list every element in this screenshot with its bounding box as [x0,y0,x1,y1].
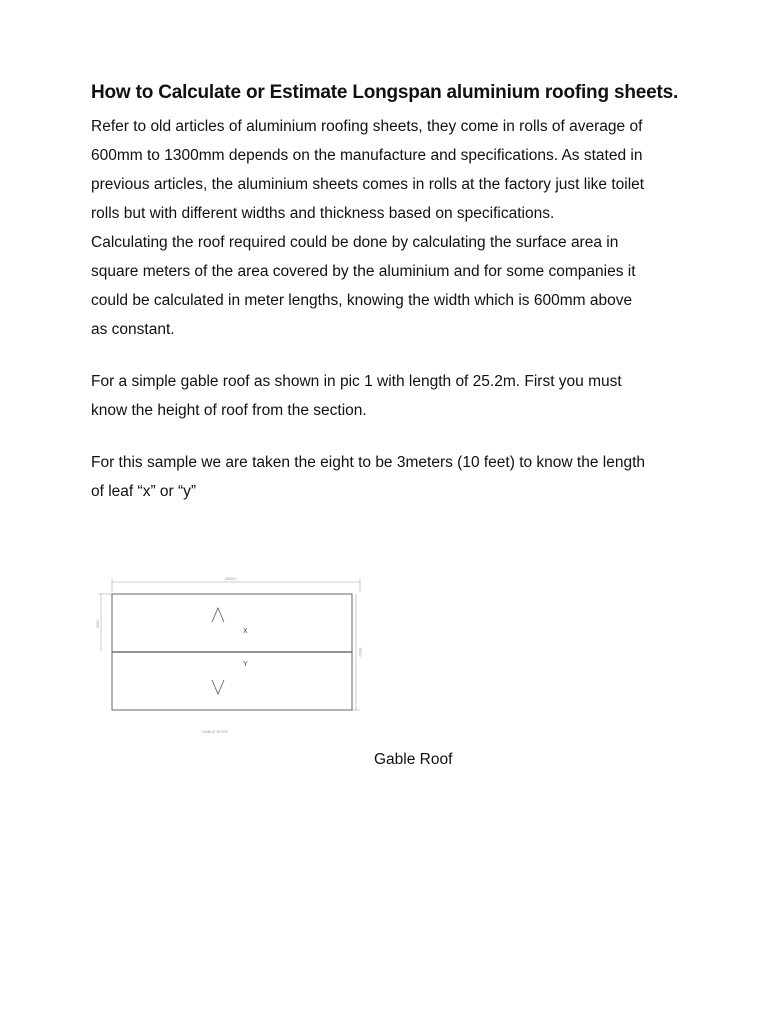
leaf-y-label: Y [243,661,248,668]
paragraph-gable-roof [91,367,691,425]
top-dimension-label: 25200 [224,576,236,581]
text-line: previous articles, the aluminium sheets comes in rolls at the factory just like toilet [91,176,645,193]
text-line: of leaf “x” or “y” [91,483,197,500]
right-dimension-label: 6000 [358,647,363,657]
paragraph-intro [91,112,691,344]
gable-roof-plan-drawing [96,574,366,739]
text-line: could be calculated in meter lengths, knowing the width which is 600mm above [91,292,633,309]
leaf-x-label: X [243,628,248,635]
text-line: rolls but with different widths and thickness based on specifications. [91,205,555,222]
text-line: For this sample we are taken the eight to be 3meters (10 feet) to know the length [91,454,645,471]
article-title: How to Calculate or Estimate Longspan aluminium roofing sheets. [91,82,679,103]
text-line: 600mm to 1300mm depends on the manufacture and specifications. As stated in [91,147,643,164]
figure-caption: Gable Roof [374,751,453,768]
text-line: Calculating the roof required could be done by calculating the surface area in [91,234,619,251]
paragraph-sample [91,448,691,506]
drawing-caption: GABLE ROOF [202,729,229,734]
text-line: as constant. [91,321,175,338]
text-line: Refer to old articles of aluminium roofing sheets, they come in rolls of average of [91,118,643,135]
text-line: square meters of the area covered by the aluminium and for some companies it [91,263,636,280]
left-dimension-label: 3000 [95,619,100,629]
text-line: For a simple gable roof as shown in pic 1 with length of 25.2m. First you must [91,373,622,390]
roof-plan-svg [96,574,366,739]
slope-arrow-down-icon [212,680,224,694]
slope-arrow-up-icon [212,608,224,622]
text-line: know the height of roof from the section. [91,402,367,419]
